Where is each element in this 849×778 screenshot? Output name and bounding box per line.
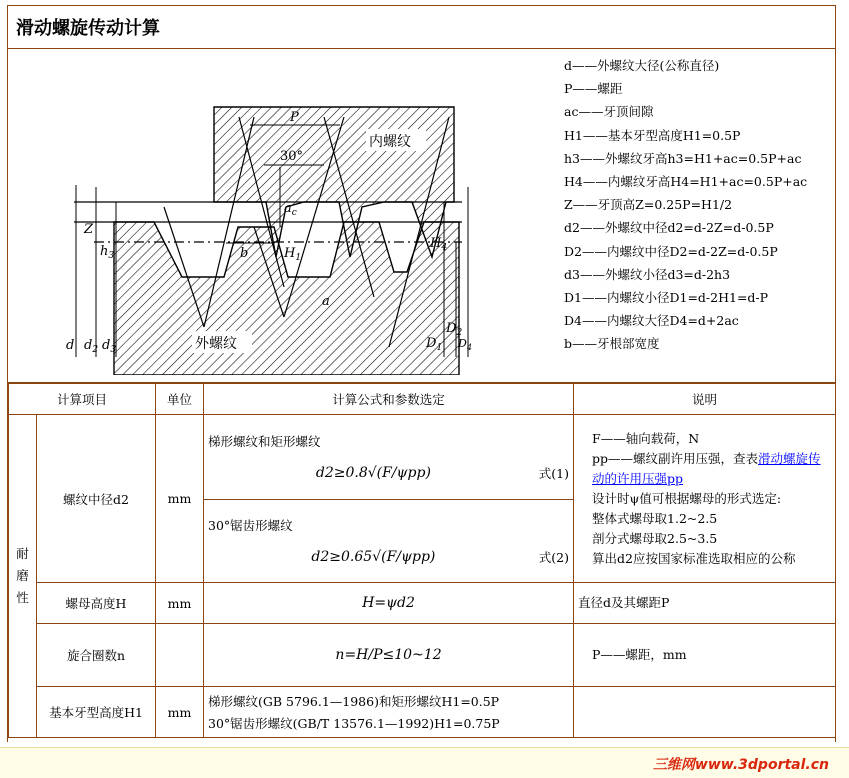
note-cell xyxy=(574,415,836,583)
h4-label: $H_4$ xyxy=(430,236,448,253)
d2-label: $d_2$ xyxy=(84,338,99,355)
content-frame xyxy=(7,5,836,742)
unit-cell xyxy=(156,624,204,687)
legend-item: d3——外螺纹小径d3=d-2h3 xyxy=(564,266,731,282)
unit-cell: mm xyxy=(156,687,204,738)
legend-item: P——螺距 xyxy=(564,81,623,97)
note-line: pp——螺纹副许用压强，查表 xyxy=(592,450,759,466)
legend-item: d——外螺纹大径(公称直径) xyxy=(564,58,720,73)
formula-cell: n=H/P≤10~12 xyxy=(204,624,574,687)
item-cell: 螺母高度H xyxy=(37,583,156,624)
legend-item: h3——外螺纹牙高h3=H1+ac=0.5P+ac xyxy=(564,150,802,166)
item-cell: 旋合圈数n xyxy=(37,624,156,687)
footer-bar xyxy=(0,747,849,778)
internal-thread-label: 内螺纹 xyxy=(369,134,411,150)
table-row xyxy=(9,415,836,500)
note-line: 设计时ψ值可根据螺母的形式选定: xyxy=(592,490,782,506)
table-row xyxy=(9,687,836,738)
legend-item: D4——内螺纹大径D4=d+2ac xyxy=(564,313,739,329)
d-label: d xyxy=(66,338,75,353)
header-note: 说明 xyxy=(574,384,836,415)
thread-profile-diagram xyxy=(54,57,474,375)
note-line: 剖分式螺母取2.5~3.5 xyxy=(592,530,718,546)
symbol-legend xyxy=(564,54,834,356)
unit-cell: mm xyxy=(156,583,204,624)
item-cell: 螺纹中径d2 xyxy=(37,415,156,583)
h3-label: $h_3$ xyxy=(100,244,115,261)
b-label: b xyxy=(240,246,249,261)
figure-row xyxy=(8,49,835,383)
note-line: F——轴向载荷，N xyxy=(592,430,700,446)
d3-label: $d_3$ xyxy=(102,338,117,355)
legend-item: d2——外螺纹中径d2=d-2Z=d-0.5P xyxy=(564,220,774,236)
group-label: 耐磨性 xyxy=(9,415,37,738)
external-thread-body xyxy=(114,222,459,375)
note-cell: 直径d及其螺距P xyxy=(574,583,836,624)
legend-item: b——牙根部宽度 xyxy=(564,336,660,352)
legend-item: Z——牙顶高Z=0.25P=H1/2 xyxy=(564,197,733,213)
pitch-label: P xyxy=(290,110,299,125)
formula-1-tag: 式(1) xyxy=(538,466,569,481)
legend-item: D1——内螺纹小径D1=d-2H1=d-P xyxy=(564,290,769,306)
formula-cell xyxy=(204,415,574,500)
formula-cell xyxy=(204,687,574,738)
D1-label: $D_1$ xyxy=(426,336,443,353)
note-line: 整体式螺母取1.2~2.5 xyxy=(592,510,718,526)
unit-cell: mm xyxy=(156,415,204,583)
legend-item: ac——牙顶间隙 xyxy=(564,104,654,120)
legend-item: H1——基本牙型高度H1=0.5P xyxy=(564,127,741,143)
table-row xyxy=(9,583,836,624)
allowable-pressure-link[interactable]: 滑动螺旋传动的许用压强pp xyxy=(592,450,821,486)
ac2-label: a xyxy=(322,294,330,309)
formula-2-tag: 式(2) xyxy=(538,550,569,565)
header-item: 计算项目 xyxy=(9,384,156,415)
formula-1: d2≥0.8√(F/ψpp) xyxy=(315,465,431,481)
header-unit: 单位 xyxy=(156,384,204,415)
note-cell: P——螺距，mm xyxy=(574,624,836,687)
formula-line: 30°锯齿形螺纹(GB/T 13576.1—1992)H1=0.75P xyxy=(208,716,500,731)
angle-label: 30° xyxy=(280,149,304,164)
formula-cell xyxy=(204,500,574,583)
header-formula: 计算公式和参数选定 xyxy=(204,384,574,415)
item-cell: 基本牙型高度H1 xyxy=(37,687,156,738)
note-line: 算出d2应按国家标准选取相应的公称 xyxy=(592,550,796,566)
formula-2: d2≥0.65√(F/ψpp) xyxy=(311,549,436,565)
legend-item: H4——内螺纹牙高H4=H1+ac=0.5P+ac xyxy=(564,174,808,190)
external-thread-label: 外螺纹 xyxy=(195,336,237,352)
thread-type-label: 30°锯齿形螺纹 xyxy=(208,518,293,533)
calculation-table xyxy=(8,383,836,738)
table-row xyxy=(9,624,836,687)
formula-line: 梯形螺纹(GB 5796.1—1986)和矩形螺纹H1=0.5P xyxy=(208,694,500,709)
page-title: 滑动螺旋传动计算 xyxy=(8,6,835,49)
thread-type-label: 梯形螺纹和矩形螺纹 xyxy=(208,434,321,449)
h1-label: $H_1$ xyxy=(284,246,302,263)
site-watermark: 三维网www.3dportal.cn xyxy=(652,757,829,773)
D2-label: $D_2$ xyxy=(446,321,463,338)
formula-cell: H=ψd2 xyxy=(204,583,574,624)
table-header-row xyxy=(9,384,836,415)
legend-item: D2——内螺纹中径D2=d-2Z=d-0.5P xyxy=(564,243,778,259)
z-label: Z xyxy=(84,222,94,237)
ac-label: $a_c$ xyxy=(284,201,297,218)
note-cell xyxy=(574,687,836,738)
D4-label: $D_4$ xyxy=(458,337,472,352)
